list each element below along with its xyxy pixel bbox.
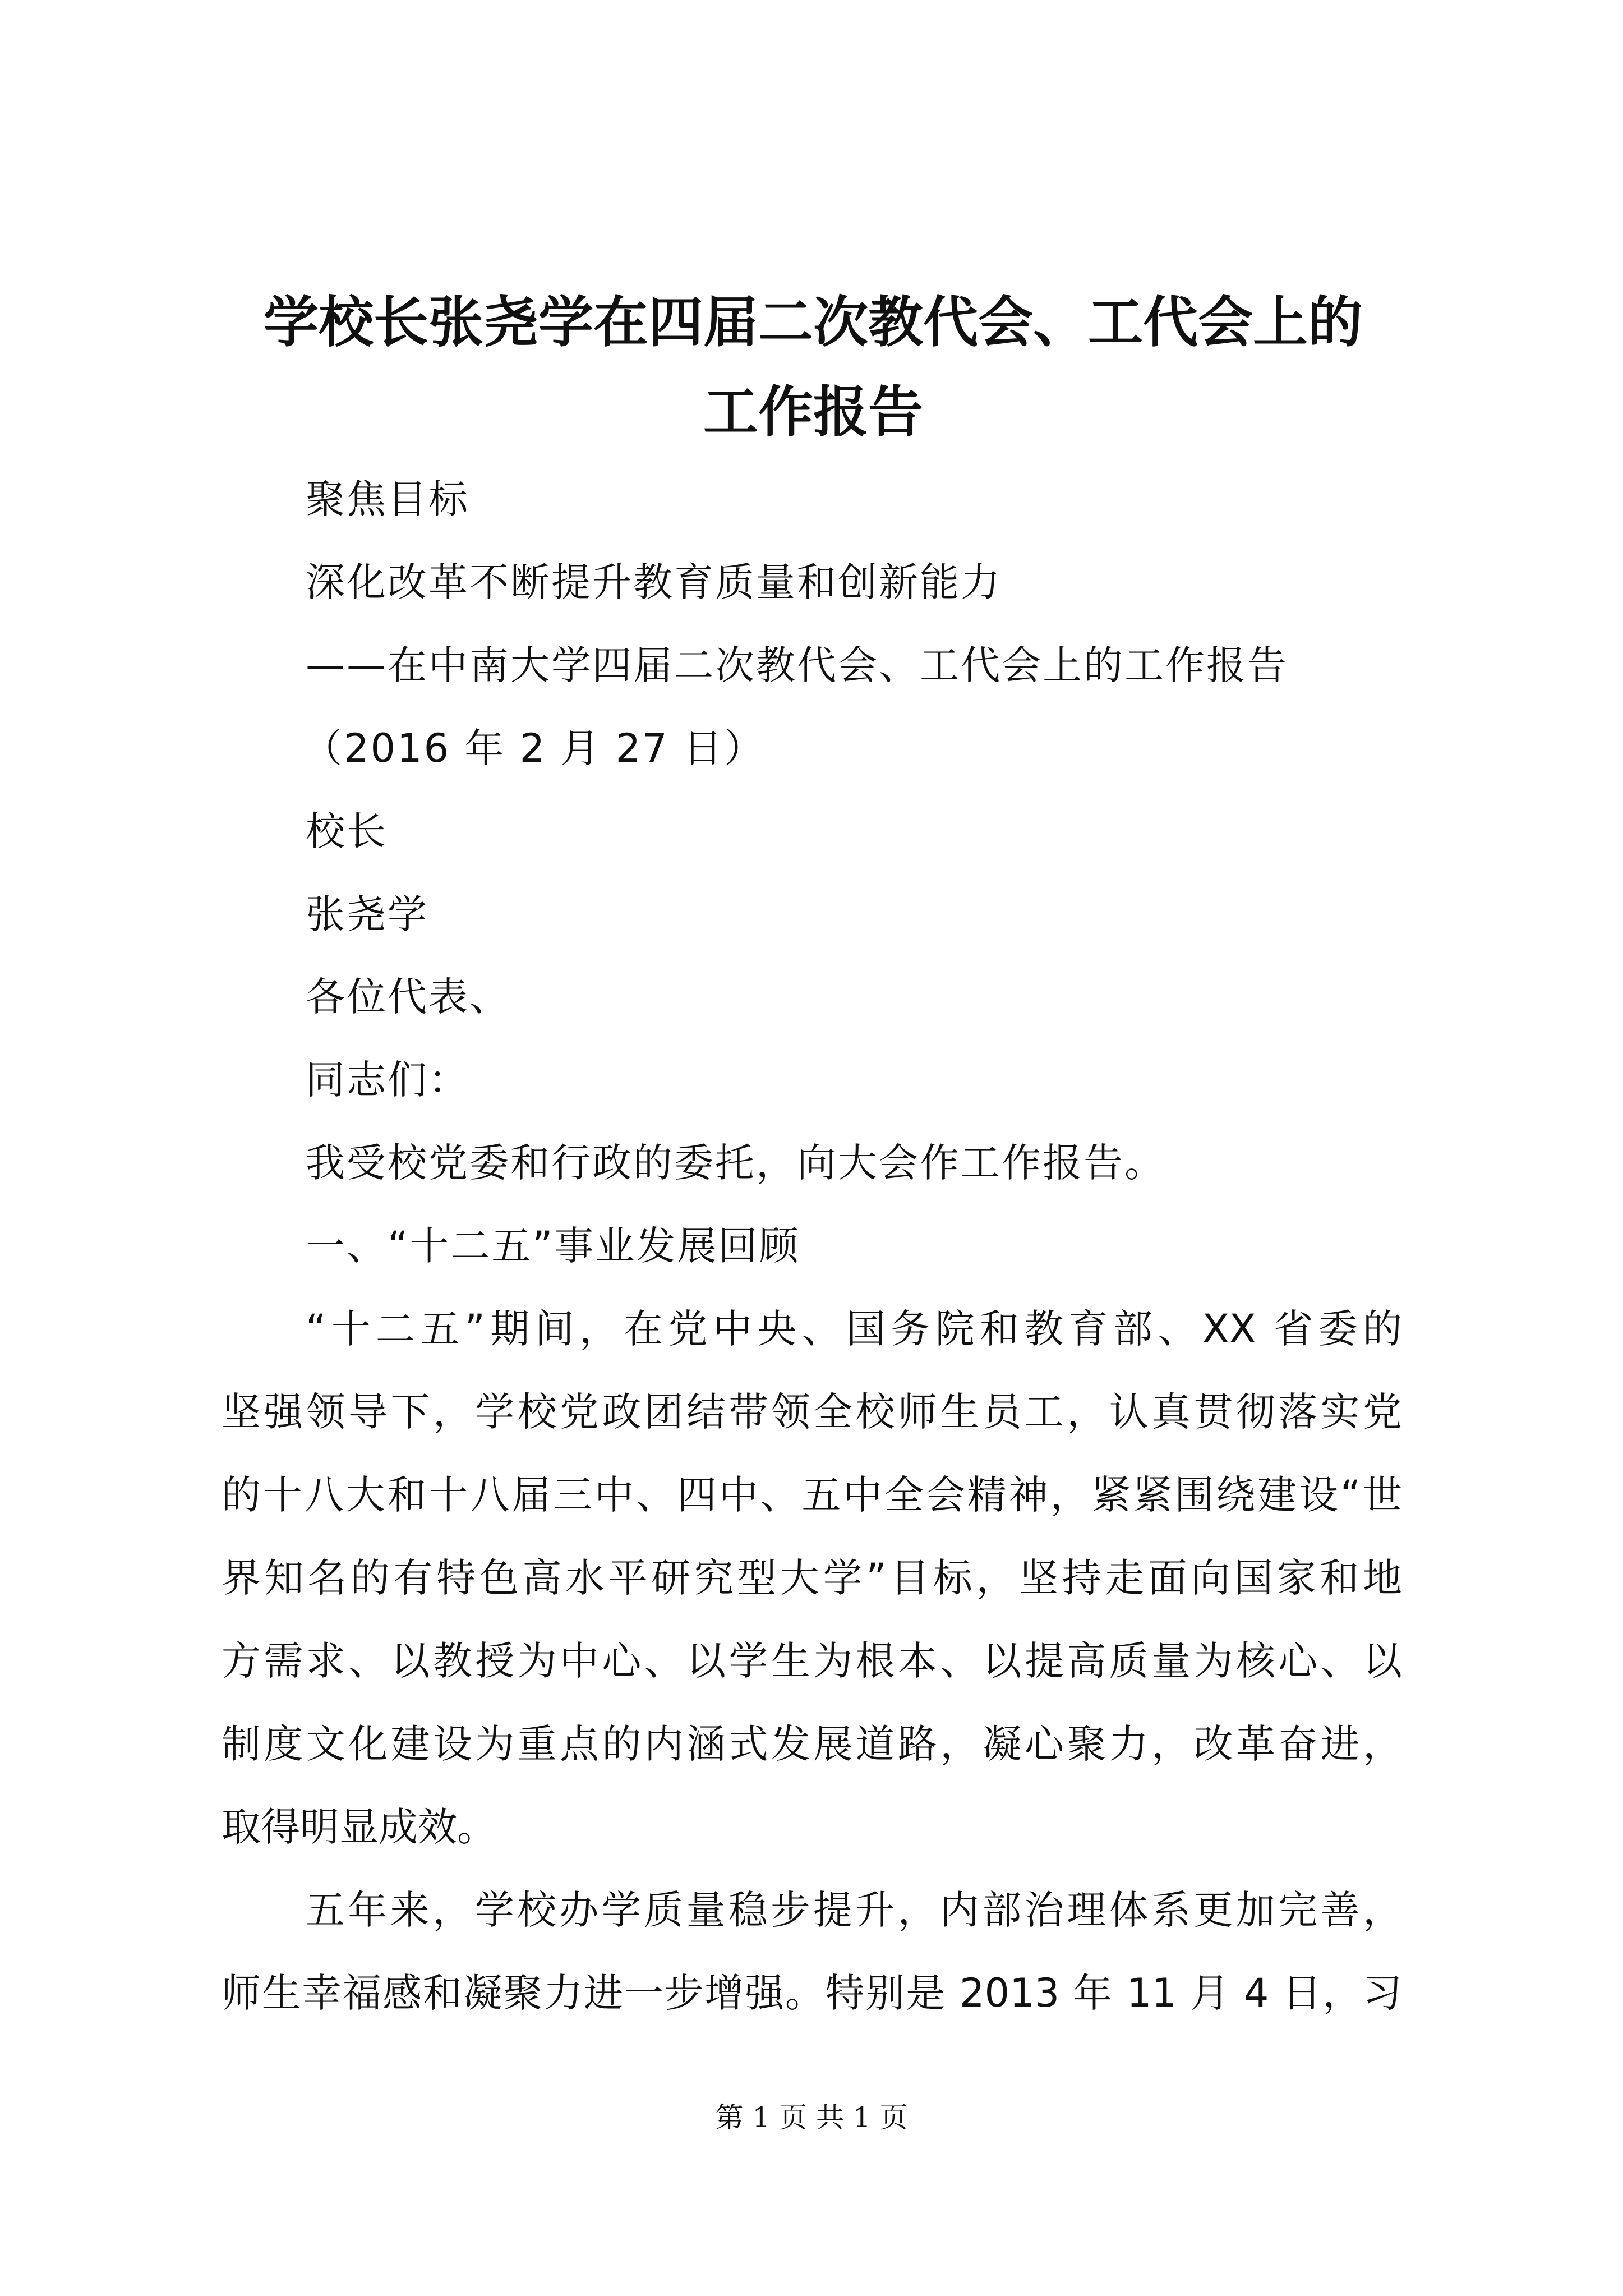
paragraph-2-line: 师生幸福感和凝聚力进一步增强。特别是 2013 年 11 月 4 日，习 — [222, 1970, 1402, 2016]
section-heading-review: 一、“十二五”事业发展回顾 — [306, 1223, 800, 1269]
document-title-line-1: 学校长张尧学在四届二次教代会、工代会上的 — [263, 290, 1363, 355]
paragraph-1-line: 界知名的有特色高水平研究型大学”目标，坚持走面向国家和地 — [222, 1555, 1402, 1601]
paragraph-1-line: 取得明显成效。 — [222, 1804, 496, 1850]
salutation-line-1: 各位代表、 — [306, 974, 510, 1020]
document-title-line-2: 工作报告 — [703, 380, 923, 444]
paragraph-2-line: 五年来，学校办学质量稳步提升，内部治理体系更加完善， — [306, 1887, 1402, 1933]
paragraph-1-line: 制度文化建设为重点的内涵式发展道路，凝心聚力，改革奋进， — [222, 1721, 1402, 1767]
paragraph-1-line: 坚强领导下，学校党政团结带领全校师生员工，认真贯彻落实党 — [222, 1389, 1402, 1435]
page-number-footer: 第 1 页 共 1 页 — [715, 2101, 908, 2134]
heading-subtitle: 深化改革不断提升教育质量和创新能力 — [306, 559, 1002, 605]
speaker-name: 张尧学 — [306, 891, 428, 937]
paragraph-1-line: 的十八大和十八届三中、四中、五中全会精神，紧紧围绕建设“世 — [222, 1472, 1402, 1518]
paragraph-1-line: “十二五”期间，在党中央、国务院和教育部、XX 省委的 — [306, 1306, 1402, 1352]
heading-date: （2016 年 2 月 27 日） — [303, 725, 766, 771]
salutation-line-2: 同志们： — [306, 1057, 469, 1103]
paragraph-1-line: 方需求、以教授为中心、以学生为根本、以提高质量为核心、以 — [222, 1638, 1402, 1684]
heading-focus-goal: 聚焦目标 — [306, 476, 469, 522]
heading-occasion: ——在中南大学四届二次教代会、工代会上的工作报告 — [306, 642, 1288, 688]
speaker-role: 校长 — [306, 808, 388, 854]
opening-sentence: 我受校党委和行政的委托，向大会作工作报告。 — [306, 1140, 1165, 1186]
